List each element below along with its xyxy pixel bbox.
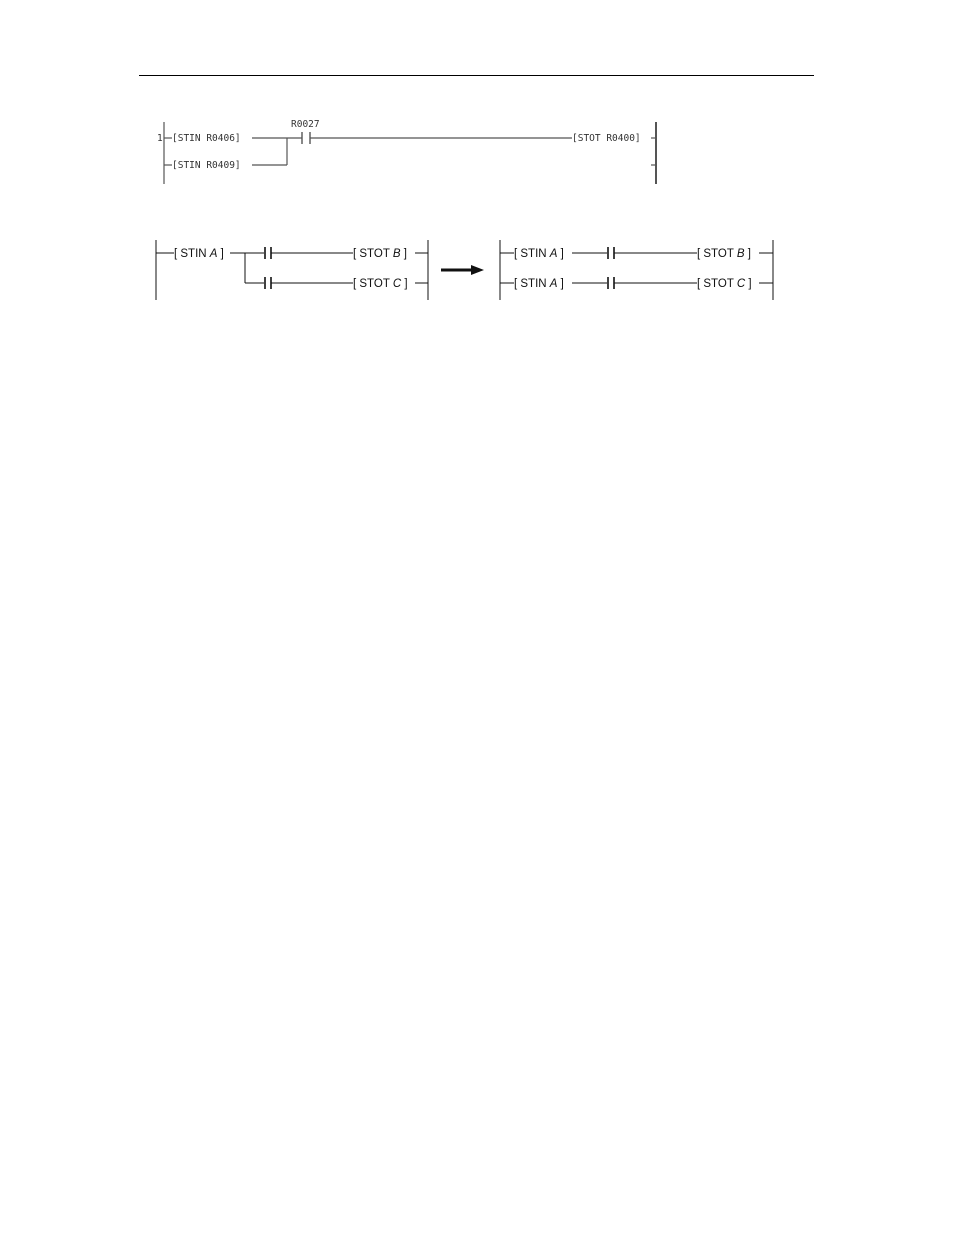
row1-stin-label: [ STIN A ] bbox=[514, 248, 564, 260]
stin-instruction-1: [STIN R0406] bbox=[172, 133, 241, 144]
stin-instruction-2: [STIN R0409] bbox=[172, 160, 241, 171]
contact-label: R0027 bbox=[291, 119, 320, 130]
stot-instruction: [STOT R0400] bbox=[572, 133, 641, 144]
row2-stin-label: [ STIN A ] bbox=[514, 278, 564, 290]
stot-c-label: [ STOT C ] bbox=[353, 278, 408, 290]
row2-stot-label: [ STOT C ] bbox=[697, 278, 752, 290]
stot-b-label: [ STOT B ] bbox=[353, 248, 407, 260]
stin-a-label: [ STIN A ] bbox=[174, 248, 224, 260]
rung-number: 1 bbox=[157, 133, 163, 144]
row1-stot-label: [ STOT B ] bbox=[697, 248, 751, 260]
